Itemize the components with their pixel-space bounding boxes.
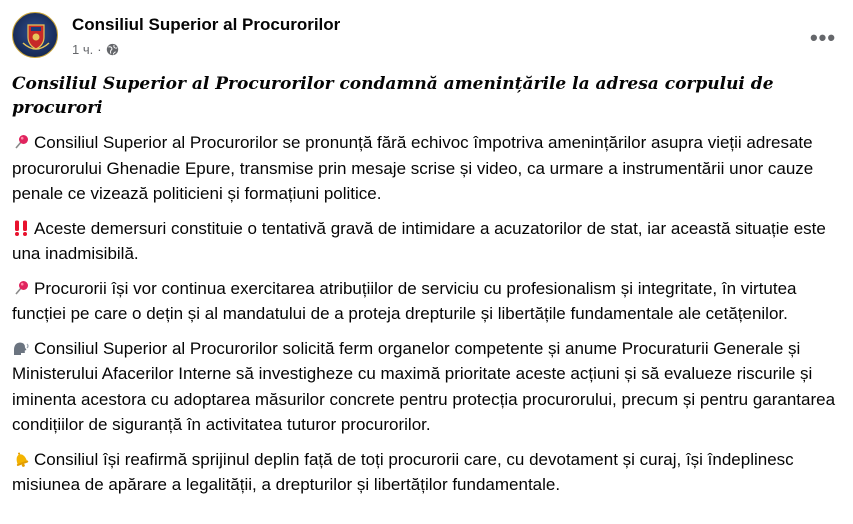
post-paragraph: Consiliul Superior al Procurorilor solicită ferm organelor competente și anume Procuraturii Generale și Ministerului Afacerilor Interne să investigheze cu maximă prioritate aceste acțiuni și să evalueze riscurile și iminenta acestora cu adoptarea măsurilor concrete pentru protecția procurorului, precum și pentru garantarea condițiilor de siguranță în activitatea tuturor procurorilor.: [12, 338, 836, 434]
post-timestamp[interactable]: 1 ч.: [72, 42, 94, 57]
speaking-head-icon: [12, 339, 30, 357]
post-body: [12, 72, 842, 507]
double-exclamation-icon: [12, 219, 30, 237]
post-paragraph: Consiliul Superior al Procurorilor se pronunță fără echivoc împotriva amenințărilor asupra vieții adresate procurorului Ghenadie Epure, transmise prin mesaje scrise și video, ca urmare a instrumentării unor cauze penale ce vizează politicieni și formațiuni politice.: [12, 133, 814, 203]
post-meta: [72, 42, 119, 57]
coat-of-arms-icon: [13, 13, 59, 59]
post-paragraph: Aceste demersuri constituie o tentativă gravă de intimidare a acuzatorilor de stat, iar această situație este una inadmisibilă.: [12, 218, 826, 263]
post-paragraph: Consiliul își reafirmă sprijinul deplin față de toți procurorii care, cu devotament și curaj, își îndeplinesc misiunea de apărare a legalității, a drepturilor și libertăților fundamentale.: [12, 449, 794, 494]
bell-icon: [12, 450, 30, 468]
pushpin-icon: [12, 133, 30, 151]
meta-separator: ·: [97, 42, 102, 57]
post-header: [12, 12, 841, 62]
more-options-button[interactable]: •••: [809, 25, 837, 50]
post-title: Consiliul Superior al Procurorilor condamnă amenințările la adresa corpului de procurori: [12, 74, 774, 118]
post-paragraph: Procurorii își vor continua exercitarea atribuțiilor de serviciu cu profesionalism și integritate, în virtutea funcției pe care o dețin și al mandatului de a proteja drepturile și libertățile fundamentale ale cetățenilor.: [12, 278, 797, 323]
pushpin-icon: [12, 279, 30, 297]
page-avatar[interactable]: [12, 12, 58, 58]
globe-icon[interactable]: [106, 43, 119, 56]
page-name-link[interactable]: Consiliul Superior al Procurorilor: [72, 15, 341, 34]
